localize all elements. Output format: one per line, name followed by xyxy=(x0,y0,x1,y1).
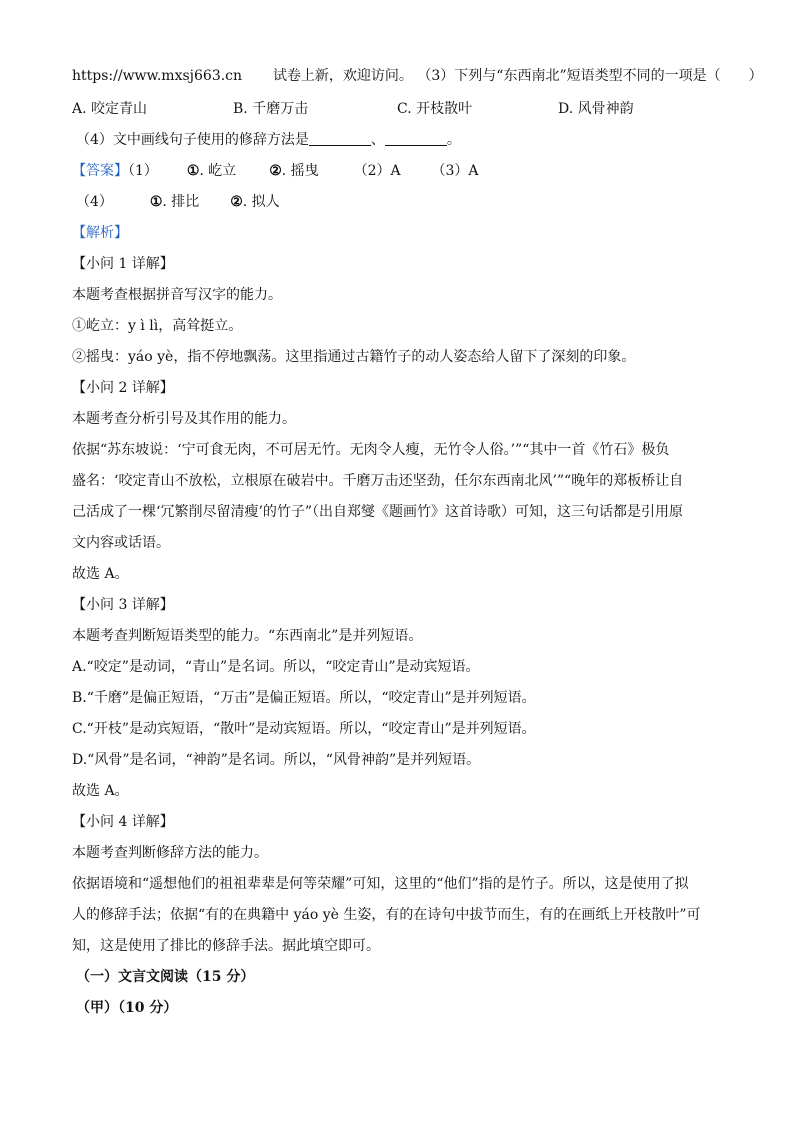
paragraph: 本题考查判断修辞方法的能力。 xyxy=(72,845,268,861)
option-b: B. 千磨万击 xyxy=(233,101,309,117)
option-c: C. 开枝散叶 xyxy=(397,101,473,117)
sub-question-3-title: 【小问 3 详解】 xyxy=(72,597,174,613)
analysis-label: 【解析】 xyxy=(72,225,128,241)
answer-1a: . 屹立 xyxy=(199,163,237,179)
paragraph: 故选 A。 xyxy=(72,566,129,582)
sub-question-1-title: 【小问 1 详解】 xyxy=(72,256,174,272)
paragraph: C.“开枝”是动宾短语，“散叶”是动宾短语。所以，“咬定青山”是并列短语。 xyxy=(72,721,536,737)
paragraph: ②摇曳：yáo yè，指不停地飘荡。这里指通过古籍竹子的动人姿态给人留下了深刻的印象。 xyxy=(72,349,636,365)
paragraph: 文内容或话语。 xyxy=(72,535,170,551)
answer-line-2 xyxy=(76,192,280,212)
paragraph: 本题考查判断短语类型的能力。“东西南北”是并列短语。 xyxy=(72,628,423,644)
paragraph: ①屹立：y ì lì，高耸挺立。 xyxy=(72,318,243,334)
paragraph: 本题考查根据拼音写汉字的能力。 xyxy=(72,287,282,303)
answer-4a-number: ① xyxy=(149,194,163,210)
question-4-end: 。 xyxy=(446,132,461,148)
answer-label: 【答案】 xyxy=(72,163,128,179)
answer-4b-number: ② xyxy=(230,194,243,210)
answer-blank-2 xyxy=(385,131,447,146)
paragraph: 依据“苏东坡说：‘宁可食无肉，不可居无竹。无肉令人瘦，无竹令人俗。’”“其中一首《竹石》极负 xyxy=(72,442,670,458)
paragraph: 盛名：‘咬定青山不放松，立根原在破岩中。千磨万击还坚劲，任尔东西南北风’”“晚年的郑板桥让自 xyxy=(72,473,684,489)
blank-separator: 、 xyxy=(370,132,385,148)
option-a: A. 咬定青山 xyxy=(72,101,148,117)
header-line xyxy=(72,66,763,86)
answer-1b: . 摇曳 xyxy=(281,163,319,179)
answer-line-1 xyxy=(72,161,479,181)
question-4 xyxy=(76,130,461,150)
paragraph: B.“千磨”是偏正短语，“万击”是偏正短语。所以，“咬定青山”是并列短语。 xyxy=(72,690,536,706)
answer-part-3: （3）A xyxy=(431,163,479,179)
paragraph: 己活成了一棵‘冗繁削尽留清瘦’的竹子”（出自郑燮《题画竹》这首诗歌）可知，这三句话都是引用原 xyxy=(72,504,684,520)
paragraph: 人的修辞手法；依据“有的在典籍中 yáo yè 生姿，有的在诗句中拔节而生，有的在画纸上开枝散叶”可 xyxy=(72,907,701,923)
paragraph: 故选 A。 xyxy=(72,783,129,799)
sub-question-4-title: 【小问 4 详解】 xyxy=(72,814,174,830)
site-url: https://www.mxsj663.cn xyxy=(72,68,243,84)
paragraph: 依据语境和“遥想他们的祖祖辈辈是何等荣耀”可知，这里的“他们”指的是竹子。所以，这是使用了拟 xyxy=(72,876,689,892)
paragraph: 知，这是使用了排比的修辞手法。据此填空即可。 xyxy=(72,938,380,954)
answer-part-1: （1） xyxy=(128,163,158,179)
answer-4a: . 排比 xyxy=(162,194,200,210)
answer-1a-number: ① xyxy=(186,163,200,179)
question-3: （3）下列与“东西南北”短语类型不同的一项是（ ） xyxy=(417,68,763,84)
question-4-text: （4）文中画线句子使用的修辞方法是 xyxy=(76,132,309,148)
answer-part-4: （4） xyxy=(76,194,113,210)
sub-question-2-title: 【小问 2 详解】 xyxy=(72,380,174,396)
answer-part-2: （2）A xyxy=(353,163,401,179)
paragraph: 本题考查分析引号及其作用的能力。 xyxy=(72,411,296,427)
section-heading: （一）文言文阅读（15 分） xyxy=(76,969,255,985)
subsection-heading: （甲）（10 分） xyxy=(76,1000,178,1016)
paragraph: D.“风骨”是名词，“神韵”是名词。所以，“风骨神韵”是并列短语。 xyxy=(72,752,481,768)
answer-blank-1 xyxy=(309,131,371,146)
option-d: D. 风骨神韵 xyxy=(558,101,634,117)
site-notice: 试卷上新，欢迎访问。 xyxy=(272,68,413,84)
answer-1b-number: ② xyxy=(269,163,282,179)
answer-4b: . 拟人 xyxy=(242,194,280,210)
paragraph: A.“咬定”是动词，“青山”是名词。所以，“咬定青山”是动宾短语。 xyxy=(72,659,480,675)
